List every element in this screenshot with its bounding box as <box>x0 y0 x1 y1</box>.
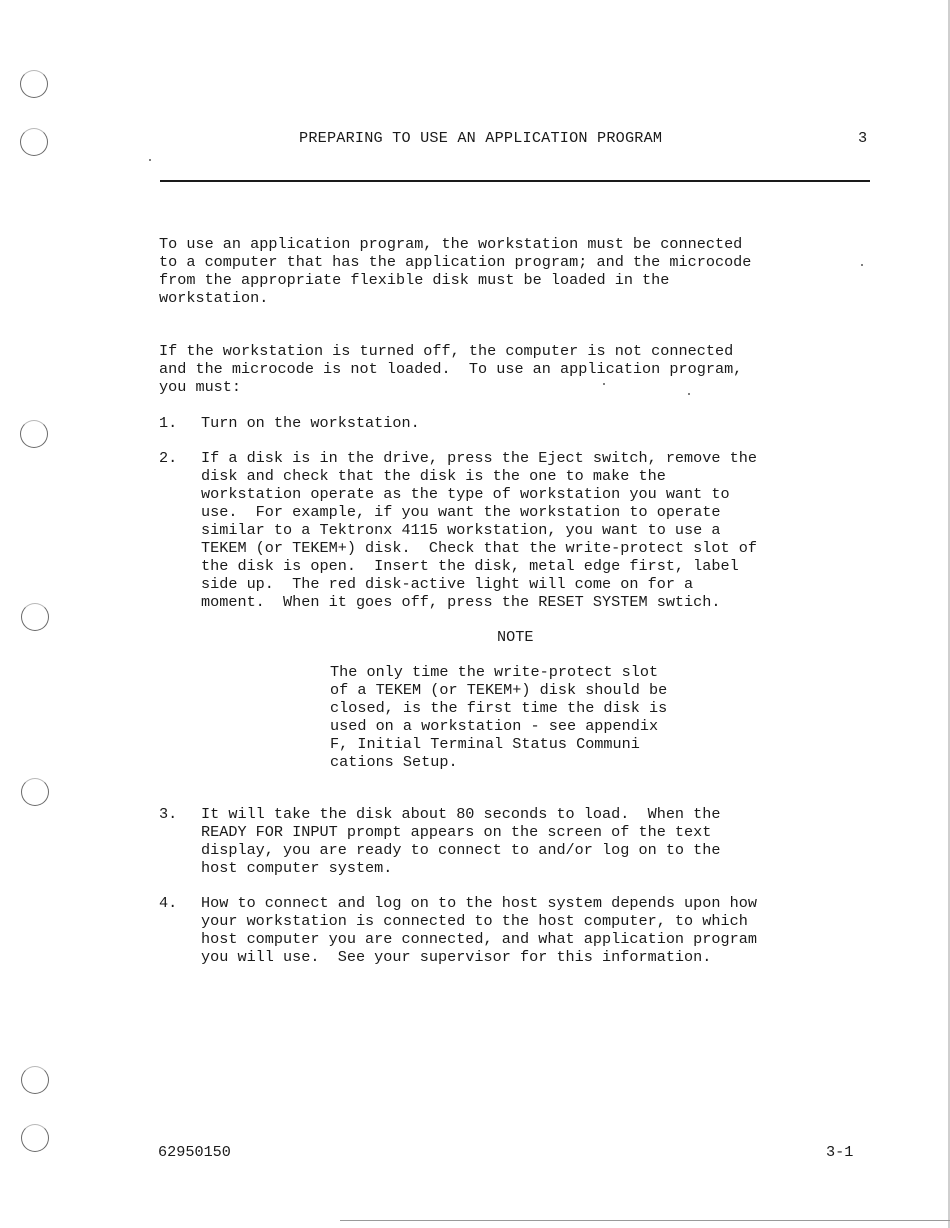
step-line: host computer you are connected, and what application program <box>201 930 757 948</box>
condition-line: and the microcode is not loaded. To use an application program, <box>159 360 743 378</box>
step-number: 2. <box>159 449 178 467</box>
intro-line: workstation. <box>159 289 269 307</box>
step-line: use. For example, if you want the workstation to operate <box>201 503 721 521</box>
note-line: closed, is the first time the disk is <box>330 699 668 717</box>
note-line: used on a workstation - see appendix <box>330 717 659 735</box>
page-number: 3-1 <box>826 1143 854 1161</box>
step-line: side up. The red disk-active light will come on for a <box>201 575 694 593</box>
step-line: similar to a Tektronx 4115 workstation, you want to use a <box>201 521 721 539</box>
intro-line: from the appropriate flexible disk must be loaded in the <box>159 271 670 289</box>
scan-speck <box>149 159 151 161</box>
intro-line: To use an application program, the workstation must be connected <box>159 235 743 253</box>
step-line: moment. When it goes off, press the RESET SYSTEM swtich. <box>201 593 721 611</box>
chapter-number: 3 <box>858 129 868 147</box>
note-line: cations Setup. <box>330 753 458 771</box>
intro-line: to a computer that has the application program; and the microcode <box>159 253 752 271</box>
punch-hole-3 <box>20 420 48 448</box>
step-line: READY FOR INPUT prompt appears on the screen of the text <box>201 823 712 841</box>
step-number: 3. <box>159 805 178 823</box>
step-line: host computer system. <box>201 859 393 877</box>
punch-hole-2 <box>20 128 48 156</box>
punch-hole-4 <box>21 603 49 631</box>
punch-hole-6 <box>21 1066 49 1094</box>
page-title: PREPARING TO USE AN APPLICATION PROGRAM <box>299 129 663 147</box>
step-line: TEKEM (or TEKEM+) disk. Check that the write-protect slot of <box>201 539 757 557</box>
document-number: 62950150 <box>158 1143 231 1161</box>
punch-hole-5 <box>21 778 49 806</box>
step-number: 4. <box>159 894 178 912</box>
step-line: you will use. See your supervisor for this information. <box>201 948 712 966</box>
step-line: How to connect and log on to the host system depends upon how <box>201 894 757 912</box>
punch-hole-1 <box>20 70 48 98</box>
header-rule <box>160 180 870 182</box>
step-line: display, you are ready to connect to and/or log on to the <box>201 841 721 859</box>
step-line: Turn on the workstation. <box>201 414 420 432</box>
scan-speck <box>603 383 605 385</box>
step-line: workstation operate as the type of workstation you want to <box>201 485 730 503</box>
note-line: of a TEKEM (or TEKEM+) disk should be <box>330 681 668 699</box>
step-line: your workstation is connected to the host computer, to which <box>201 912 748 930</box>
step-line: the disk is open. Insert the disk, metal edge first, label <box>201 557 739 575</box>
step-line: disk and check that the disk is the one to make the <box>201 467 666 485</box>
step-line: If a disk is in the drive, press the Eject switch, remove the <box>201 449 757 467</box>
page-bottom-edge <box>340 1220 950 1221</box>
condition-line: you must: <box>159 378 242 396</box>
step-number: 1. <box>159 414 178 432</box>
punch-hole-7 <box>21 1124 49 1152</box>
note-line: F, Initial Terminal Status Communi <box>330 735 640 753</box>
note-line: The only time the write-protect slot <box>330 663 659 681</box>
note-title: NOTE <box>497 628 534 646</box>
scan-speck <box>861 264 863 266</box>
condition-line: If the workstation is turned off, the computer is not connected <box>159 342 734 360</box>
step-line: It will take the disk about 80 seconds to load. When the <box>201 805 721 823</box>
scan-speck <box>688 393 690 395</box>
